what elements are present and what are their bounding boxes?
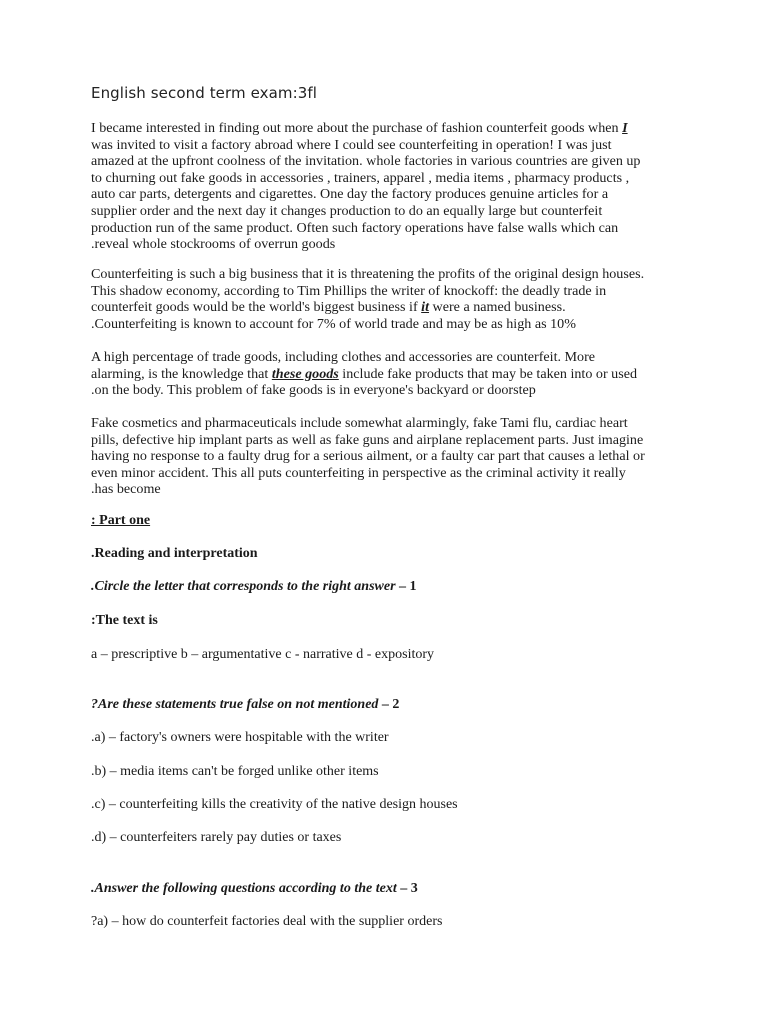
passage-line: production run of the same product. Often such factory operations have false walls which can [91,219,619,236]
passage-paragraph-3 [91,349,681,399]
question-3-item-a: ?a) – how do counterfeit factories deal with the supplier orders [91,914,443,929]
passage-line: .has become [91,481,161,498]
passage-line: even minor accident. This all puts counterfeiting in perspective as the criminal activity it really [91,464,626,481]
passage-line: to churning out fake goods in accessories , trainers, apparel , media items , pharmacy products , [91,169,630,186]
question-1-heading: .Circle the letter that corresponds to the right answer – 1 [91,579,417,594]
passage-line: having no response to a faulty drug for a serious ailment, or a faulty car part that causes a lethal or [91,448,645,465]
passage-line: counterfeit goods would be the world's biggest business if it were a named business. [91,299,566,316]
document-title: English second term exam:3fl [91,84,318,102]
passage-line: A high percentage of trade goods, including clothes and accessories are counterfeit. More [91,349,596,365]
reading-heading: .Reading and interpretation [91,546,258,561]
passage-line: pills, defective hip implant parts as well as fake guns and airplane replacement parts. Just imagine [91,431,644,448]
passage-line: I became interested in finding out more about the purchase of fashion counterfeit goods when I [91,120,628,136]
passage-line: This shadow economy, according to Tim Phillips the writer of knockoff: the deadly trade in [91,282,607,299]
question-1-stem: :The text is [91,613,158,628]
passage-line: auto car parts, detergents and cigarettes. One day the factory produces genuine articles for a [91,186,609,203]
passage-line: .Counterfeiting is known to account for 7% of world trade and may be as high as 10% [91,315,576,332]
question-3-heading: .Answer the following questions according to the text – 3 [91,881,418,896]
question-2-heading: ?Are these statements true false on not mentioned – 2 [91,697,400,712]
passage-line: Counterfeiting is such a big business that it is threatening the profits of the original design houses. [91,266,645,282]
passage-line: .on the body. This problem of fake goods is in everyone's backyard or doorstep [91,382,536,399]
question-1-options: a – prescriptive b – argumentative c - narrative d - expository [91,647,435,662]
passage-line: supplier order and the next day it changes production to do an equally large but counterfeit [91,202,603,219]
passage-paragraph-4 [91,415,681,498]
passage-line: .reveal whole stockrooms of overrun goods [91,236,336,253]
question-2-item-b: .b) – media items can't be forged unlike other items [91,764,379,779]
question-2-item-d: .d) – counterfeiters rarely pay duties or taxes [91,830,342,845]
passage-paragraph-1 [91,120,681,253]
passage-line: Fake cosmetics and pharmaceuticals include somewhat alarmingly, fake Tami flu, cardiac heart [91,415,628,431]
passage-line: alarming, is the knowledge that these goods include fake products that may be taken into or used [91,365,638,382]
passage-line: amazed at the upfront coolness of the invitation. whole factories in various countries are given up [91,153,641,170]
part-one-heading: : Part one [91,513,151,528]
emphasized-word: I [622,120,628,136]
passage-line: was invited to visit a factory abroad where I could see counterfeiting in operation! I was just [91,136,612,153]
passage-paragraph-2 [91,266,681,332]
emphasized-word: it [421,299,430,316]
question-2-item-a: .a) – factory's owners were hospitable with the writer [91,730,389,745]
question-2-item-c: .c) – counterfeiting kills the creativity of the native design houses [91,797,458,812]
emphasized-word: these goods [271,365,339,382]
